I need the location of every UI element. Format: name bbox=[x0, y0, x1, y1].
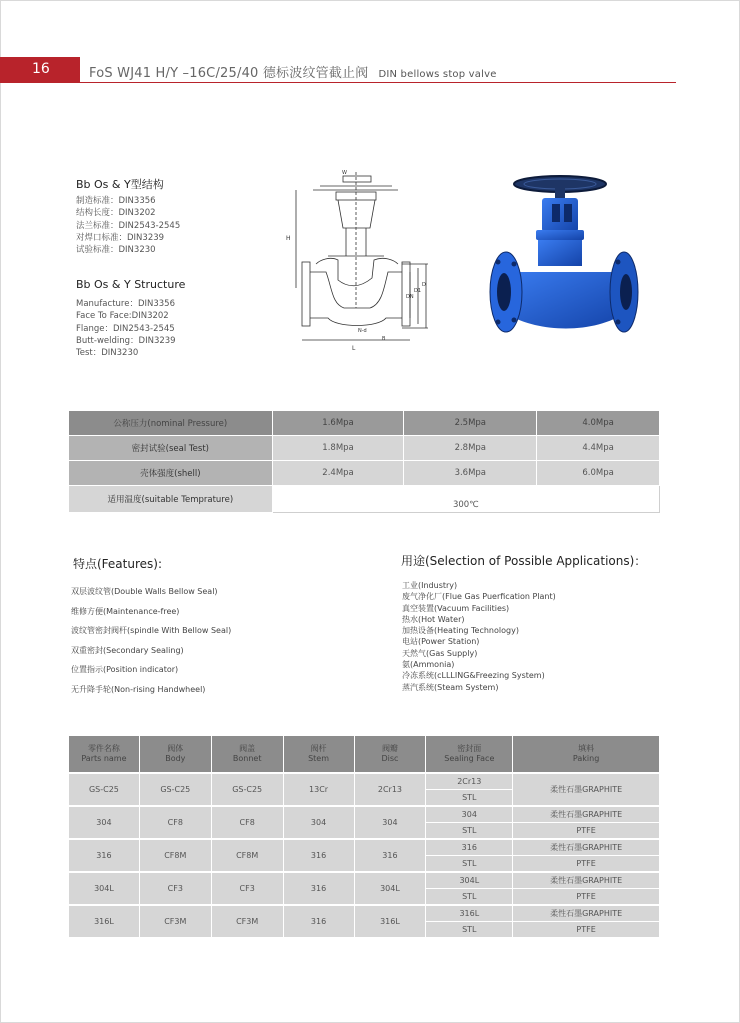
cell-bonnet: CF3M bbox=[211, 905, 283, 938]
header-cn: 阀杆 bbox=[310, 744, 327, 753]
page-title bbox=[89, 62, 497, 81]
cell-seal: STL bbox=[426, 790, 513, 807]
cell-part: GS-C25 bbox=[69, 773, 140, 806]
header-disc bbox=[354, 736, 426, 774]
cell-bonnet: CF3 bbox=[211, 872, 283, 905]
list-item: 无升降手轮(Non-rising Handwheel) bbox=[71, 684, 206, 694]
list-item: 双重密封(Secondary Sealing) bbox=[71, 645, 184, 655]
cell-packing: 柔性石墨GRAPHITE bbox=[513, 905, 660, 922]
header-cn: 密封面 bbox=[457, 744, 482, 753]
header-cn: 阀体 bbox=[167, 744, 184, 753]
list-item: 维修方便(Maintenance-free) bbox=[71, 606, 180, 616]
title-subtitle: DIN bellows stop valve bbox=[378, 69, 497, 80]
cell-packing: PTFE bbox=[513, 922, 660, 938]
list-item: 双层波纹管(Double Walls Bellow Seal) bbox=[71, 587, 218, 596]
header-rule bbox=[0, 82, 676, 83]
dim-nd-label: N-d bbox=[358, 328, 367, 334]
cell-body: CF8M bbox=[139, 839, 211, 872]
cell-seal: 304L bbox=[426, 872, 513, 889]
header-body bbox=[139, 736, 211, 774]
cell-stem: 316 bbox=[283, 905, 354, 938]
header-cn: 零件名称 bbox=[87, 744, 120, 753]
table-cell: 1.8Mpa bbox=[272, 436, 404, 461]
std-line: 制造标准：DIN3356 bbox=[76, 196, 156, 206]
cell-packing: 柔性石墨GRAPHITE bbox=[513, 872, 660, 889]
dim-dn-label: DN bbox=[406, 294, 414, 300]
header-stem bbox=[283, 736, 354, 774]
table-row bbox=[69, 411, 660, 436]
cell-packing: PTFE bbox=[513, 889, 660, 906]
applications-title: 用途(Selection of Possible Applications)： bbox=[401, 554, 647, 568]
cell-seal: 2Cr13 bbox=[426, 773, 513, 790]
table-cell: 4.4Mpa bbox=[537, 436, 660, 461]
row-label: 壳体强度(shell) bbox=[69, 461, 273, 486]
cell-bonnet: CF8 bbox=[211, 806, 283, 839]
std-line: Face To Face:DIN3202 bbox=[76, 311, 169, 322]
page-number: 16 bbox=[0, 57, 80, 82]
header-en: Sealing Face bbox=[444, 754, 495, 763]
std-line: Test：DIN3230 bbox=[76, 348, 139, 359]
header-cn: 阀瓣 bbox=[381, 744, 398, 753]
dim-d1-label: D1 bbox=[414, 288, 422, 294]
row-label: 密封试验(seal Test) bbox=[69, 436, 273, 461]
materials-table bbox=[68, 735, 660, 938]
list-item: 加热设备(Heating Technology) bbox=[402, 626, 519, 636]
header-parts bbox=[69, 736, 140, 774]
cell-seal: STL bbox=[426, 856, 513, 873]
cell-body: CF8 bbox=[139, 806, 211, 839]
dim-h-label: H bbox=[286, 235, 291, 242]
header-en: Bonnet bbox=[232, 754, 262, 763]
table-row bbox=[69, 839, 660, 856]
cell-disc: 316 bbox=[354, 839, 426, 872]
cell-packing: 柔性石墨GRAPHITE bbox=[513, 839, 660, 856]
cell-seal: STL bbox=[426, 823, 513, 840]
title-text: FoS WJ41 H/Y –16C/25/40 德标波纹管截止阀 bbox=[89, 66, 369, 81]
table-cell: 6.0Mpa bbox=[537, 461, 660, 486]
dim-l-label: L bbox=[352, 345, 356, 352]
row-label: 公称压力(nominal Pressure) bbox=[69, 411, 273, 436]
table-cell: 2.4Mpa bbox=[272, 461, 404, 486]
cell-disc: 2Cr13 bbox=[354, 773, 426, 806]
structure-en-heading: Bb Os & Y Structure bbox=[76, 278, 186, 291]
std-line: Manufacture：DIN3356 bbox=[76, 299, 175, 309]
table-row bbox=[69, 436, 660, 461]
header-sealing-face bbox=[426, 736, 513, 774]
cell-seal: 304 bbox=[426, 806, 513, 823]
table-row bbox=[69, 461, 660, 486]
cell-body: CF3 bbox=[139, 872, 211, 905]
pressure-table bbox=[68, 410, 660, 513]
header-en: Body bbox=[165, 754, 186, 763]
list-item: 工业(Industry) bbox=[402, 581, 458, 590]
cell-part: 316 bbox=[69, 839, 140, 872]
list-item: 废气净化厂(Flue Gas Puerfication Plant) bbox=[402, 592, 556, 602]
list-item: 氨(Ammonia) bbox=[402, 660, 455, 670]
table-row bbox=[69, 905, 660, 922]
structure-cn-heading: Bb Os & Y型结构 bbox=[76, 178, 164, 191]
cell-seal: 316L bbox=[426, 905, 513, 922]
table-cell: 2.5Mpa bbox=[404, 411, 537, 436]
std-line: Butt-welding：DIN3239 bbox=[76, 335, 176, 346]
features-list bbox=[71, 582, 231, 700]
header-en: Disc bbox=[381, 754, 399, 763]
cell-seal: STL bbox=[426, 922, 513, 938]
table-cell: 4.0Mpa bbox=[537, 411, 660, 436]
list-item: 热水(Hot Water) bbox=[402, 614, 465, 624]
structure-cn-list bbox=[76, 195, 180, 256]
cell-stem: 316 bbox=[283, 839, 354, 872]
dim-w-label: W bbox=[342, 170, 347, 176]
structure-en-list bbox=[76, 298, 176, 359]
header-packing bbox=[513, 736, 660, 774]
dim-d-label: D bbox=[422, 282, 426, 288]
cell-part: 304 bbox=[69, 806, 140, 839]
cell-part: 316L bbox=[69, 905, 140, 938]
cell-bonnet: CF8M bbox=[211, 839, 283, 872]
list-item: 电站(Power Station) bbox=[402, 637, 480, 647]
table-row bbox=[69, 486, 660, 513]
header-cn: 阀盖 bbox=[239, 744, 256, 753]
header-cn: 填料 bbox=[578, 744, 595, 753]
cell-part: 304L bbox=[69, 872, 140, 905]
header-en: Parts name bbox=[81, 754, 127, 763]
std-line: 结构长度：DIN3202 bbox=[76, 208, 156, 219]
list-item: 蒸汽系统(Steam System) bbox=[402, 682, 499, 692]
cell-stem: 316 bbox=[283, 872, 354, 905]
cell-stem: 304 bbox=[283, 806, 354, 839]
cell-stem: 13Cr bbox=[283, 773, 354, 806]
table-row bbox=[69, 773, 660, 790]
cell-seal: 316 bbox=[426, 839, 513, 856]
temperature-value: 300℃ bbox=[272, 486, 659, 513]
std-line: 试验标准：DIN3230 bbox=[76, 245, 156, 256]
list-item: 位置指示(Position indicator) bbox=[71, 665, 179, 675]
table-cell: 2.8Mpa bbox=[404, 436, 537, 461]
table-header-row bbox=[69, 736, 660, 774]
header-bonnet bbox=[211, 736, 283, 774]
cell-disc: 316L bbox=[354, 905, 426, 938]
applications-list bbox=[402, 580, 556, 693]
cell-bonnet: GS-C25 bbox=[211, 773, 283, 806]
cell-seal: STL bbox=[426, 889, 513, 906]
table-row bbox=[69, 872, 660, 889]
cell-disc: 304 bbox=[354, 806, 426, 839]
table-cell: 1.6Mpa bbox=[272, 411, 404, 436]
std-line: Flange：DIN2543-2545 bbox=[76, 323, 175, 334]
valve-photo bbox=[486, 172, 646, 347]
list-item: 天然气(Gas Supply) bbox=[402, 648, 478, 658]
table-cell: 3.6Mpa bbox=[404, 461, 537, 486]
list-item: 冷冻系统(cLLLING&Freezing System) bbox=[402, 671, 545, 681]
cell-packing: PTFE bbox=[513, 823, 660, 840]
cell-packing: 柔性石墨GRAPHITE bbox=[513, 773, 660, 806]
dim-b-label: B bbox=[382, 336, 386, 342]
header-en: Stem bbox=[308, 754, 330, 763]
std-line: 对焊口标准：DIN3239 bbox=[76, 232, 165, 243]
features-title: 特点(Features): bbox=[73, 557, 163, 571]
cell-body: CF3M bbox=[139, 905, 211, 938]
header-en: Paking bbox=[572, 754, 600, 763]
table-row bbox=[69, 806, 660, 823]
valve-technical-drawing bbox=[286, 168, 438, 353]
list-item: 真空装置(Vacuum Facilities) bbox=[402, 603, 510, 613]
std-line: 法兰标准：DIN2543-2545 bbox=[76, 220, 181, 231]
list-item: 波纹管密封阀杆(spindle With Bellow Seal) bbox=[71, 626, 232, 636]
row-label: 适用温度(suitable Temprature) bbox=[69, 486, 273, 513]
cell-body: GS-C25 bbox=[139, 773, 211, 806]
cell-disc: 304L bbox=[354, 872, 426, 905]
cell-packing: 柔性石墨GRAPHITE bbox=[513, 806, 660, 823]
cell-packing: PTFE bbox=[513, 856, 660, 873]
